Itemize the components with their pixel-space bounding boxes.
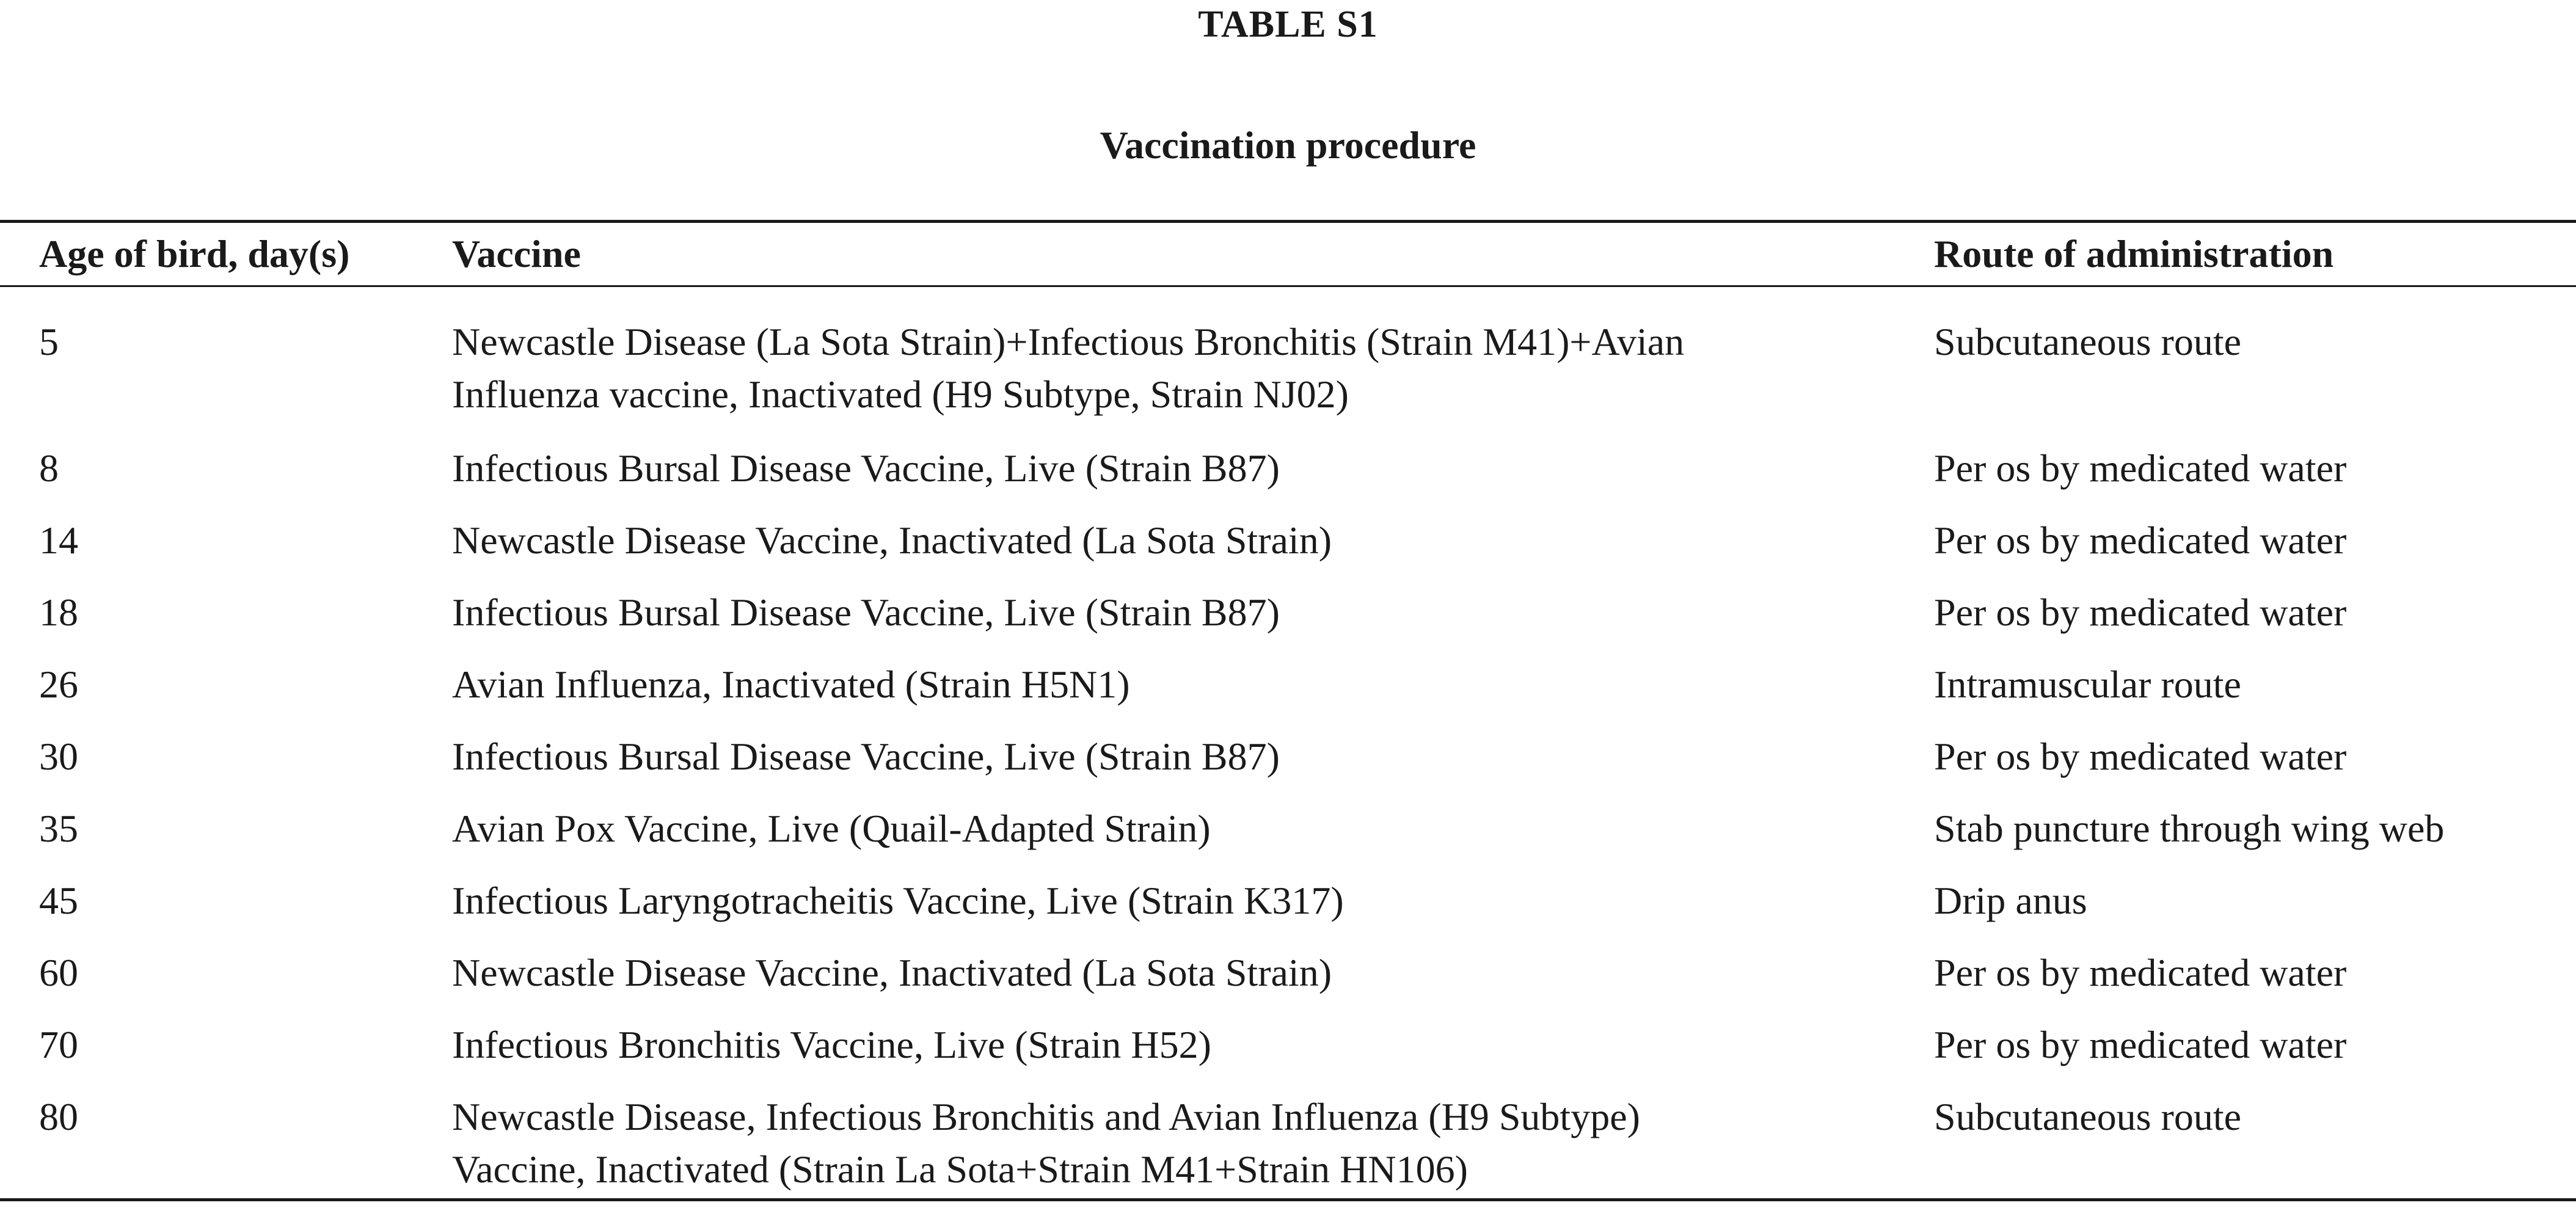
cell-vaccine: [452, 1091, 1918, 1196]
cell-age: 80: [39, 1095, 78, 1138]
vaccine-line: Infectious Laryngotracheitis Vaccine, Live (Strain K317): [452, 879, 1344, 922]
cell-age: 8: [39, 446, 59, 490]
cell-route: Per os by medicated water: [1934, 446, 2347, 490]
cell-vaccine: [452, 658, 1918, 711]
cell-route: Drip anus: [1934, 879, 2087, 922]
bottom-rule: [0, 1198, 2576, 1201]
cell-route: Per os by medicated water: [1934, 735, 2347, 778]
cell-route: Subcutaneous route: [1934, 320, 2241, 363]
cell-route: Subcutaneous route: [1934, 1095, 2241, 1138]
vaccine-line: Newcastle Disease Vaccine, Inactivated (La Sota Strain): [452, 518, 1332, 562]
cell-vaccine: [452, 802, 1918, 855]
vaccine-line: Influenza vaccine, Inactivated (H9 Subtype, Strain NJ02): [452, 373, 1349, 416]
cell-vaccine: [452, 586, 1918, 639]
cell-vaccine: [452, 316, 1918, 421]
cell-age: 5: [39, 320, 59, 363]
vaccine-line: Newcastle Disease Vaccine, Inactivated (La Sota Strain): [452, 951, 1332, 994]
vaccine-line: Infectious Bursal Disease Vaccine, Live (Strain B87): [452, 735, 1280, 778]
vaccine-line: Newcastle Disease, Infectious Bronchitis and Avian Influenza (H9 Subtype): [452, 1095, 1640, 1138]
cell-vaccine: [452, 1019, 1918, 1071]
cell-age: 60: [39, 951, 78, 994]
cell-age: 18: [39, 591, 78, 634]
header-age: Age of bird, day(s): [39, 232, 350, 275]
cell-route: Per os by medicated water: [1934, 518, 2347, 562]
header-vaccine: Vaccine: [452, 232, 581, 275]
cell-route: Per os by medicated water: [1934, 951, 2347, 994]
top-rule: [0, 220, 2576, 223]
cell-age: 30: [39, 735, 78, 778]
cell-vaccine: [452, 514, 1918, 567]
cell-age: 35: [39, 807, 78, 850]
vaccine-line: Newcastle Disease (La Sota Strain)+Infectious Bronchitis (Strain M41)+Avian: [452, 320, 1685, 363]
cell-age: 26: [39, 663, 78, 706]
vaccine-line: Avian Pox Vaccine, Live (Quail-Adapted Strain): [452, 807, 1211, 850]
cell-route: Intramuscular route: [1934, 663, 2241, 706]
vaccine-line: Infectious Bursal Disease Vaccine, Live (Strain B87): [452, 446, 1280, 490]
cell-route: Stab puncture through wing web: [1934, 807, 2445, 850]
table-title: Vaccination procedure: [1100, 123, 1476, 167]
cell-age: 70: [39, 1023, 78, 1066]
header-rule: [0, 285, 2576, 287]
vaccine-line: Vaccine, Inactivated (Strain La Sota+Strain M41+Strain HN106): [452, 1148, 1468, 1191]
cell-vaccine: [452, 875, 1918, 927]
cell-age: 14: [39, 518, 78, 562]
cell-vaccine: [452, 442, 1918, 495]
cell-route: Per os by medicated water: [1934, 591, 2347, 634]
header-route: Route of administration: [1934, 232, 2334, 275]
vaccine-line: Avian Influenza, Inactivated (Strain H5N1): [452, 663, 1130, 706]
cell-vaccine: [452, 730, 1918, 783]
cell-vaccine: [452, 947, 1918, 999]
table-label: TABLE S1: [1198, 4, 1378, 45]
cell-age: 45: [39, 879, 78, 922]
vaccine-line: Infectious Bursal Disease Vaccine, Live (Strain B87): [452, 591, 1280, 634]
vaccine-line: Infectious Bronchitis Vaccine, Live (Strain H52): [452, 1023, 1211, 1066]
cell-route: Per os by medicated water: [1934, 1023, 2347, 1066]
